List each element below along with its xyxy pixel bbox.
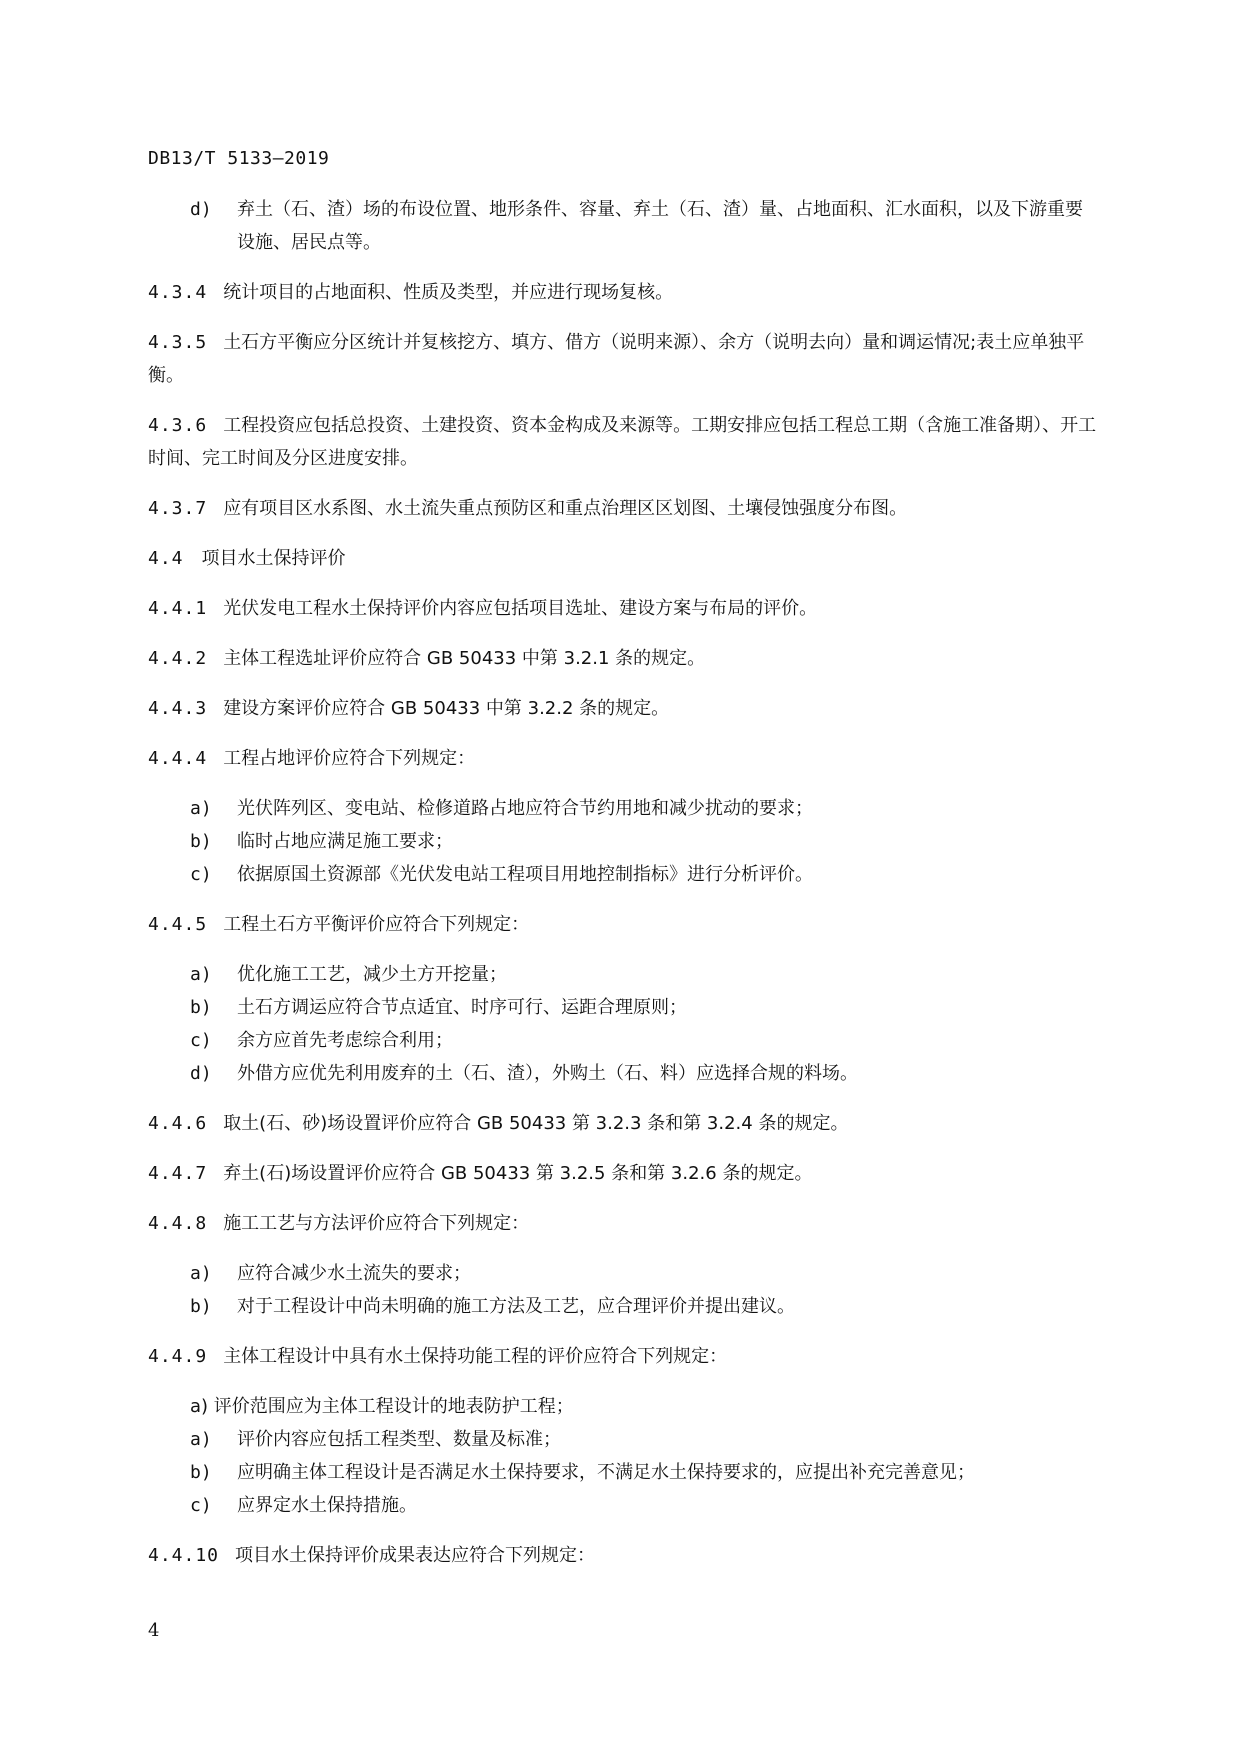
list-item-label: c) (190, 1030, 212, 1051)
list-item-text: 评价内容应包括工程类型、数量及标准； (237, 1429, 561, 1450)
clause-number: 4.4.5 (148, 914, 208, 935)
clause-paragraph (148, 1107, 1098, 1140)
clause-number: 4.3.4 (148, 282, 208, 303)
paragraph-spacer (148, 1323, 1098, 1340)
clause-text: 统计项目的占地面积、性质及类型，并应进行现场复核。 (223, 282, 674, 303)
section-title: 项目水土保持评价 (201, 548, 346, 569)
list-item (148, 792, 1098, 825)
clause-paragraph (148, 326, 1098, 392)
paragraph-spacer (148, 392, 1098, 409)
paragraph-spacer (148, 675, 1098, 692)
clause-text: 工程占地评价应符合下列规定： (223, 748, 476, 769)
clause-number: 4.3.5 (148, 332, 208, 353)
clause-paragraph (148, 692, 1098, 725)
clause-paragraph (148, 592, 1098, 625)
list-item-text: a) 评价范围应为主体工程设计的地表防护工程； (190, 1396, 574, 1417)
list-item-text: 应符合减少水土流失的要求； (237, 1263, 471, 1284)
paragraph-spacer (148, 1140, 1098, 1157)
paragraph-spacer (148, 525, 1098, 542)
clause-paragraph (148, 492, 1098, 525)
clause-text: 取土(石、砂)场设置评价应符合 GB 50433 第 3.2.3 条和第 3.2.4 条的规定。 (223, 1113, 849, 1134)
list-item-label: a) (190, 1263, 212, 1284)
list-item (148, 1456, 1098, 1489)
list-item-label: d) (190, 199, 212, 220)
document-body (148, 193, 1098, 1572)
clause-number: 4.4.8 (148, 1213, 208, 1234)
clause-number: 4.4.2 (148, 648, 208, 669)
clause-number: 4.4.1 (148, 598, 208, 619)
list-item-text: 外借方应优先利用废弃的土（石、渣），外购土（石、料）应选择合规的料场。 (237, 1063, 858, 1084)
clause-paragraph (148, 409, 1098, 475)
list-item (148, 825, 1098, 858)
list-item-text: 对于工程设计中尚未明确的施工方法及工艺，应合理评价并提出建议。 (237, 1296, 795, 1317)
clause-text: 主体工程选址评价应符合 GB 50433 中第 3.2.1 条的规定。 (223, 648, 706, 669)
list-item-plain (148, 1390, 1098, 1423)
clause-text: 主体工程设计中具有水土保持功能工程的评价应符合下列规定： (223, 1346, 728, 1367)
paragraph-spacer (148, 1240, 1098, 1257)
clause-paragraph (148, 276, 1098, 309)
list-item-label: b) (190, 831, 212, 852)
list-item (148, 991, 1098, 1024)
clause-text: 弃土(石)场设置评价应符合 GB 50433 第 3.2.5 条和第 3.2.6 条的规定。 (223, 1163, 813, 1184)
list-item-text: 临时占地应满足施工要求； (237, 831, 453, 852)
clause-text: 工程土石方平衡评价应符合下列规定： (223, 914, 530, 935)
paragraph-spacer (148, 625, 1098, 642)
clause-text: 建设方案评价应符合 GB 50433 中第 3.2.2 条的规定。 (223, 698, 670, 719)
clause-paragraph (148, 1340, 1098, 1373)
section-heading (148, 542, 1098, 575)
clause-number: 4.3.7 (148, 498, 208, 519)
clause-number: 4.4.3 (148, 698, 208, 719)
list-item (148, 1057, 1098, 1090)
list-item-text: 余方应首先考虑综合利用； (237, 1030, 453, 1051)
clause-paragraph (148, 1539, 1098, 1572)
list-item-text: 应明确主体工程设计是否满足水土保持要求，不满足水土保持要求的，应提出补充完善意见； (237, 1462, 975, 1483)
paragraph-spacer (148, 725, 1098, 742)
page-number: 4 (148, 1620, 160, 1641)
clause-paragraph (148, 742, 1098, 775)
paragraph-spacer (148, 259, 1098, 276)
paragraph-spacer (148, 775, 1098, 792)
list-item (148, 1423, 1098, 1456)
paragraph-spacer (148, 309, 1098, 326)
clause-number: 4.4.7 (148, 1163, 208, 1184)
list-item-text: 依据原国土资源部《光伏发电站工程项目用地控制指标》进行分析评价。 (237, 864, 813, 885)
paragraph-spacer (148, 475, 1098, 492)
section-number: 4.4 (148, 548, 184, 569)
list-item-label: a) (190, 1429, 212, 1450)
list-item (148, 193, 1098, 259)
list-item-label: b) (190, 997, 212, 1018)
paragraph-spacer (148, 941, 1098, 958)
clause-text: 工程投资应包括总投资、土建投资、资本金构成及来源等。工期安排应包括工程总工期（含施工准备期）、开工时间、完工时间及分区进度安排。 (148, 415, 1097, 469)
paragraph-spacer (148, 1090, 1098, 1107)
clause-text: 施工工艺与方法评价应符合下列规定： (223, 1213, 530, 1234)
clause-number: 4.4.4 (148, 748, 208, 769)
clause-text: 土石方平衡应分区统计并复核挖方、填方、借方（说明来源）、余方（说明去向）量和调运情况;表土应单独平衡。 (148, 332, 1085, 386)
clause-number: 4.4.9 (148, 1346, 208, 1367)
list-item-label: c) (190, 864, 212, 885)
list-item (148, 1489, 1098, 1522)
paragraph-spacer (148, 575, 1098, 592)
clause-number: 4.4.10 (148, 1545, 220, 1566)
list-item-text: 应界定水土保持措施。 (237, 1495, 417, 1516)
clause-number: 4.4.6 (148, 1113, 208, 1134)
document-code-header: DB13/T 5133—2019 (148, 148, 330, 169)
clause-number: 4.3.6 (148, 415, 208, 436)
list-item-label: c) (190, 1495, 212, 1516)
list-item (148, 1024, 1098, 1057)
clause-text: 光伏发电工程水土保持评价内容应包括项目选址、建设方案与布局的评价。 (223, 598, 818, 619)
list-item-label: a) (190, 964, 212, 985)
paragraph-spacer (148, 891, 1098, 908)
list-item-label: a) (190, 798, 212, 819)
clause-paragraph (148, 1157, 1098, 1190)
list-item (148, 958, 1098, 991)
list-item-text: 光伏阵列区、变电站、检修道路占地应符合节约用地和减少扰动的要求； (237, 798, 813, 819)
list-item (148, 1290, 1098, 1323)
clause-paragraph (148, 642, 1098, 675)
list-item-text: 弃土（石、渣）场的布设位置、地形条件、容量、弃土（石、渣）量、占地面积、汇水面积，以及下游重要设施、居民点等。 (237, 199, 1083, 253)
list-item-label: b) (190, 1462, 212, 1483)
clause-paragraph (148, 908, 1098, 941)
clause-text: 项目水土保持评价成果表达应符合下列规定： (235, 1545, 596, 1566)
paragraph-spacer (148, 1190, 1098, 1207)
list-item (148, 858, 1098, 891)
list-item-text: 优化施工工艺，减少土方开挖量； (237, 964, 507, 985)
clause-text: 应有项目区水系图、水土流失重点预防区和重点治理区区划图、土壤侵蚀强度分布图。 (223, 498, 908, 519)
clause-paragraph (148, 1207, 1098, 1240)
paragraph-spacer (148, 1522, 1098, 1539)
list-item (148, 1257, 1098, 1290)
list-item-label: b) (190, 1296, 212, 1317)
paragraph-spacer (148, 1373, 1098, 1390)
list-item-text: 土石方调运应符合节点适宜、时序可行、运距合理原则； (237, 997, 687, 1018)
list-item-label: d) (190, 1063, 212, 1084)
